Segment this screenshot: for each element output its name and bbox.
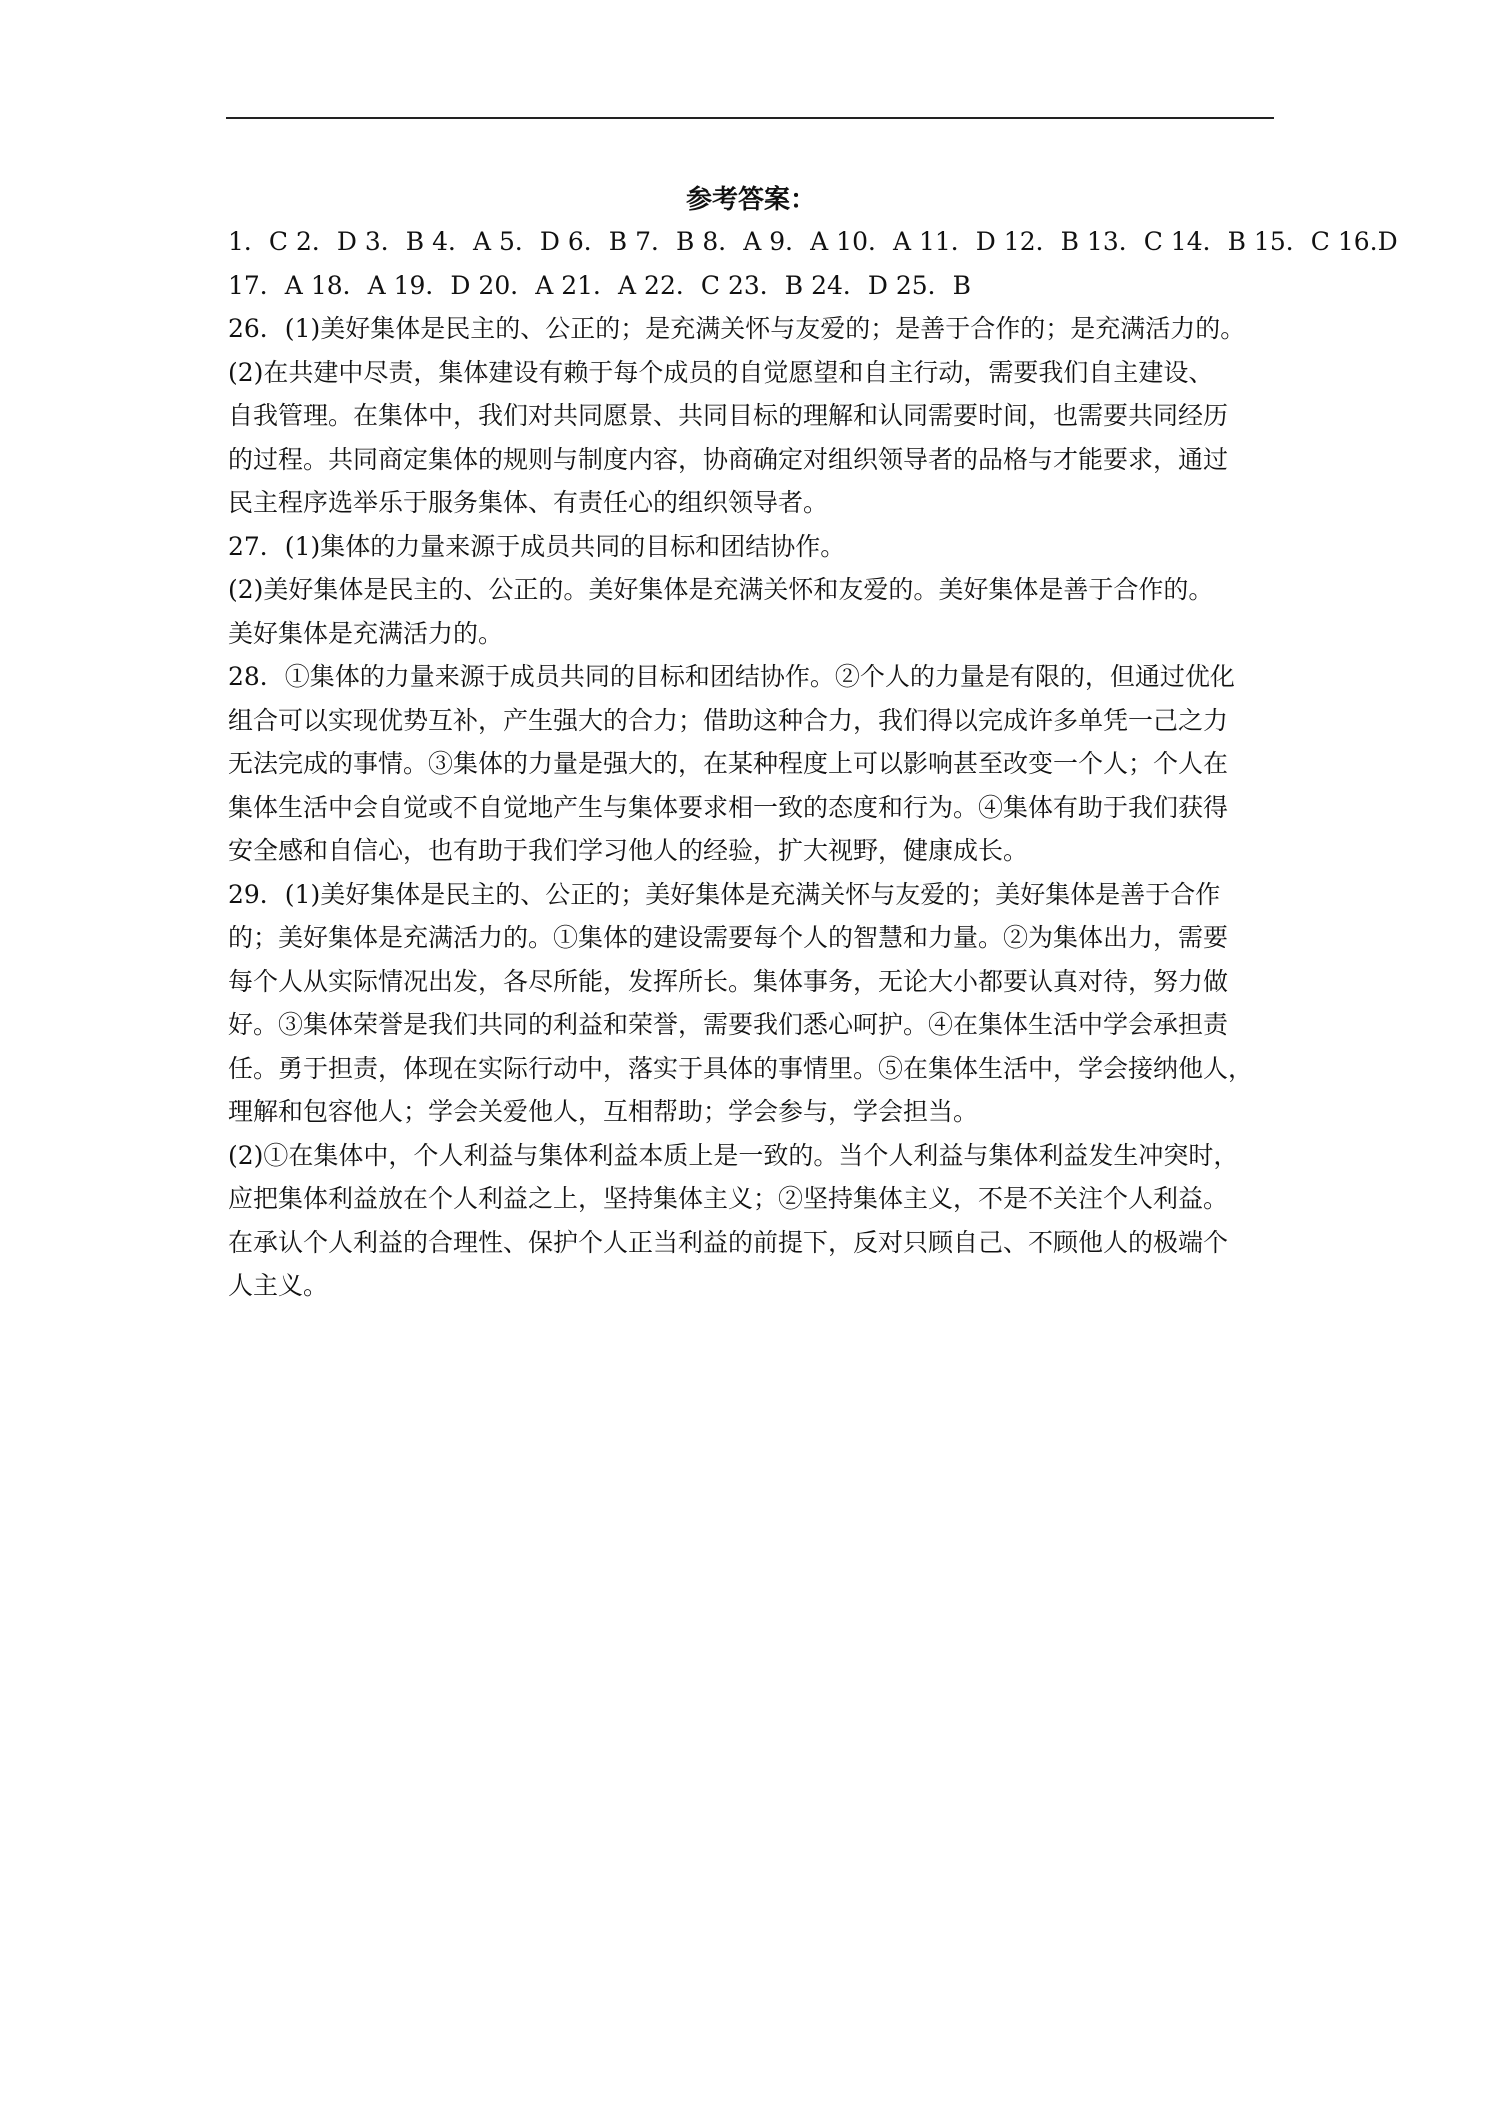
answer-line: 安全感和自信心，也有助于我们学习他人的经验，扩大视野，健康成长。 [228,836,1029,865]
answer-key-title: 参考答案： [685,185,816,215]
answer-key-section [228,180,1398,1308]
answer-line: 17．A 18．A 19．D 20．A 21．A 22．C 23．B 24．D 25．B [228,270,972,300]
answer-line: 理解和包容他人；学会关爱他人，互相帮助；学会参与，学会担当。 [228,1097,979,1126]
answer-line: 1．C 2．D 3．B 4．A 5．D 6．B 7．B 8．A 9．A 10．A 11．D 12．B 13．C 14．B 15．C 16.D [228,227,1398,256]
answer-line: 集体生活中会自觉或不自觉地产生与集体要求相一致的态度和行为。④集体有助于我们获得 [228,792,1229,822]
answer-line: 26．(1)美好集体是民主的、公正的；是充满关怀与友爱的；是善于合作的；是充满活力的。 [228,314,1246,343]
answer-line: 无法完成的事情。③集体的力量是强大的，在某种程度上可以影响甚至改变一个人；个人在 [228,749,1229,778]
answer-line: 的；美好集体是充满活力的。①集体的建设需要每个人的智慧和力量。②为集体出力，需要 [228,923,1229,952]
answer-line: (2)在共建中尽责，集体建设有赖于每个成员的自觉愿望和自主行动，需要我们自主建设、 [228,357,1214,387]
answer-line: 民主程序选举乐于服务集体、有责任心的组织领导者。 [228,488,829,517]
answer-line: 27．(1)集体的力量来源于成员共同的目标和团结协作。 [228,531,846,561]
answer-line: 自我管理。在集体中，我们对共同愿景、共同目标的理解和认同需要时间，也需要共同经历 [228,401,1229,430]
answer-line: 应把集体利益放在个人利益之上，坚持集体主义；②坚持集体主义，不是不关注个人利益。 [228,1184,1229,1213]
answer-line: 人主义。 [228,1271,329,1300]
answer-line: 美好集体是充满活力的。 [228,618,504,648]
answer-line: 任。勇于担责，体现在实际行动中，落实于具体的事情里。⑤在集体生活中，学会接纳他人， [228,1053,1254,1083]
answer-line: 好。③集体荣誉是我们共同的利益和荣誉，需要我们悉心呵护。④在集体生活中学会承担责 [228,1010,1229,1039]
answer-line: 28．①集体的力量来源于成员共同的目标和团结协作。②个人的力量是有限的，但通过优化 [228,662,1235,691]
answer-line: 每个人从实际情况出发，各尽所能，发挥所长。集体事务，无论大小都要认真对待，努力做 [228,966,1229,996]
answer-line: 的过程。共同商定集体的规则与制度内容，协商确定对组织领导者的品格与才能要求，通过 [228,444,1229,474]
answer-line: 组合可以实现优势互补，产生强大的合力；借助这种合力，我们得以完成许多单凭一己之力 [228,705,1229,735]
header-rule [226,117,1274,119]
answer-line: 在承认个人利益的合理性、保护个人正当利益的前提下，反对只顾自己、不顾他人的极端个 [228,1227,1229,1257]
answer-line: (2)①在集体中，个人利益与集体利益本质上是一致的。当个人利益与集体利益发生冲突时， [228,1140,1239,1170]
answer-line: (2)美好集体是民主的、公正的。美好集体是充满关怀和友爱的。美好集体是善于合作的。 [228,575,1214,604]
answer-line: 29．(1)美好集体是民主的、公正的；美好集体是充满关怀与友爱的；美好集体是善于合作 [228,879,1221,909]
